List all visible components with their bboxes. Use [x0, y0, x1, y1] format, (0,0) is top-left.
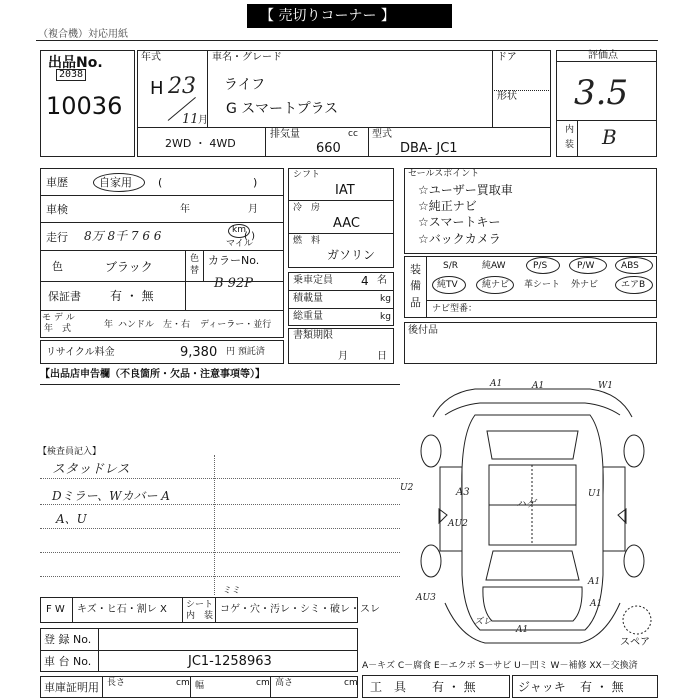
score-value: 3.5 — [574, 73, 629, 113]
name-label: 車名・グレード — [212, 52, 282, 63]
inspection-month: 月 — [338, 351, 348, 362]
page-title: 【 売切りコーナー 】 — [260, 8, 395, 24]
cert-height: 高さ — [275, 678, 294, 688]
diagram-center-note: ハゲ — [516, 499, 536, 510]
displacement-label: 排気量 — [270, 129, 300, 140]
dealer-type: ディーラー・並行 — [200, 320, 272, 330]
equip-abs: ABS — [621, 261, 639, 271]
inspector-label: 【検査員記入】 — [38, 447, 102, 457]
year-era: H — [150, 78, 164, 99]
navi-model-label: ナビ型番： — [432, 304, 478, 314]
mileage-label: 走行 — [46, 231, 68, 244]
seat-label-1: シート — [186, 600, 214, 610]
seat-note: ミミ — [222, 586, 241, 596]
seats-label: 乗車定員 — [293, 275, 333, 286]
fw-text: キズ・ヒ石・割レ X — [77, 604, 167, 615]
equip-label-1: 装 — [410, 263, 421, 276]
inspector-note: A、U — [56, 512, 87, 526]
top-rule — [36, 40, 658, 41]
sales-item: ☆スマートキー — [418, 215, 501, 229]
car-grade: G スマートプラス — [226, 101, 339, 117]
fw-label: F W — [46, 604, 65, 615]
sales-item: ☆バックカメラ — [418, 232, 501, 246]
history-paren-open: ( — [158, 176, 163, 189]
interior-score: B — [602, 125, 617, 149]
mileage-paren: ( ) — [244, 231, 255, 242]
equip-pw: P/W — [577, 261, 595, 271]
seats-value: 4 — [361, 274, 369, 288]
history-label: 車歴 — [46, 176, 68, 189]
history-box — [40, 168, 284, 338]
equip-ps: P/S — [533, 261, 548, 271]
month-unit: 月 — [198, 115, 208, 126]
equip-label-2: 備 — [410, 279, 421, 292]
shape-label: 形状 — [497, 91, 517, 102]
diagram-mark: A3 — [456, 487, 470, 498]
inspection-label: 書類期限 — [293, 330, 333, 341]
diagram-mark: U2 — [400, 483, 414, 493]
recycle-amount: 9,380 — [180, 345, 218, 360]
diagram-mark: AU2 — [448, 519, 468, 529]
history-value: 自家用 — [99, 176, 132, 189]
recycle-unit: 円 預託済 — [226, 347, 265, 357]
diagram-mark: A1 — [490, 379, 503, 389]
cert-length: 長さ — [107, 678, 126, 688]
warranty-value: 有 ・ 無 — [110, 289, 154, 303]
equip-airbag: エアB — [621, 280, 646, 290]
spare-label: スペア — [620, 637, 650, 648]
recycle-label: リサイクル料金 — [46, 347, 115, 358]
shift-label: シフト — [293, 170, 321, 180]
shift-value: IAT — [335, 183, 355, 198]
inspector-note: Dミラー、Wカバー A — [52, 489, 170, 503]
cert-unit: cm — [344, 678, 358, 688]
fuel-label: 燃 料 — [293, 236, 321, 246]
diagram-mark: ズレ — [474, 617, 493, 627]
sales-item: ☆純正ナビ — [418, 199, 477, 213]
car-damage-diagram — [405, 375, 660, 655]
chassis-number: JC1-1258963 — [188, 654, 272, 669]
jack-value: 有 ・ 無 — [580, 680, 624, 694]
door-label: ドア — [497, 52, 517, 63]
damage-legend: A－キズ C－腐食 E－エクボ S－サビ U－凹ミ W－補修 XX－交換済 — [362, 661, 638, 671]
weight-unit: kg — [380, 312, 391, 322]
color-no-label: カラーNo. — [208, 254, 260, 267]
load-unit: kg — [380, 294, 391, 304]
diagram-mark: A1 — [532, 381, 545, 391]
model-year-label-2: 年 式 — [44, 324, 72, 334]
unit-km: km — [232, 225, 246, 235]
diagram-mark: AU3 — [416, 593, 436, 603]
color-change-2: 替 — [190, 266, 200, 276]
cert-label: 車庫証明用 — [44, 681, 99, 694]
sales-item: ☆ユーザー買取車 — [418, 183, 513, 197]
history-paren-close: ) — [253, 176, 258, 189]
diagram-mark: W1 — [598, 381, 613, 391]
year-label: 年式 — [141, 52, 161, 63]
displacement-unit: cc — [348, 129, 358, 139]
seat-text: コゲ・穴・汚レ・シミ・破レ・スレ — [220, 604, 380, 615]
after-fit-label: 後付品 — [408, 325, 438, 336]
cert-unit: cm — [256, 678, 270, 688]
shaken-year-unit: 年 — [180, 204, 190, 215]
lot-small-number: 2038 — [56, 69, 86, 81]
lot-label: 出品No. — [48, 55, 103, 71]
equip-label-3: 品 — [410, 296, 421, 309]
diagram-mark: A1 — [590, 599, 603, 609]
after-fit-box — [404, 322, 657, 364]
cert-width: 幅 — [195, 681, 205, 691]
diagram-mark: U1 — [588, 489, 602, 499]
unit-mile: マイル — [226, 239, 253, 249]
tools-value: 有 ・ 無 — [432, 680, 476, 694]
score-label: 評価点 — [588, 50, 618, 61]
seats-unit: 名 — [377, 275, 387, 286]
top-note: （複合機）対応用紙 — [38, 29, 128, 40]
drive-type: 2WD ・ 4WD — [165, 137, 236, 150]
equip-ext-navi: 外ナビ — [571, 280, 599, 290]
diagram-mark: A1 — [516, 625, 529, 635]
inspection-day: 日 — [377, 351, 387, 362]
model-value: DBA- JC1 — [400, 141, 458, 156]
shaken-label: 車検 — [46, 203, 68, 216]
jack-label: ジャッキ — [518, 680, 566, 694]
year-value: 23 — [168, 74, 196, 99]
ac-label: 冷 房 — [293, 203, 321, 213]
shaken-month-unit: 月 — [248, 204, 258, 215]
equip-aw: 純AW — [482, 261, 506, 271]
chassis-label: 車 台 No. — [44, 655, 92, 668]
car-name: ライフ — [224, 77, 266, 93]
equip-tv: 純TV — [437, 280, 458, 290]
color-change-1: 色 — [190, 254, 200, 264]
load-label: 積載量 — [293, 293, 323, 304]
ac-value: AAC — [333, 216, 360, 231]
color-label: 色 — [52, 260, 63, 273]
equip-leather: 革シート — [524, 280, 561, 290]
handle-side: ハンドル 左・右 — [118, 320, 191, 330]
weight-label: 総重量 — [293, 311, 323, 322]
model-label: 型式 — [372, 129, 392, 140]
diagram-mark: A1 — [588, 577, 601, 587]
lot-number: 10036 — [46, 92, 123, 120]
interior-label-1: 内 — [565, 125, 575, 135]
seller-notes-label: 【出品店申告欄（不良箇所・欠品・注意事項等）】 — [40, 369, 265, 380]
model-year-unit: 年 — [104, 320, 114, 330]
seat-label-2: 内 装 — [186, 611, 214, 621]
tools-label: 工 具 — [370, 680, 407, 694]
interior-label-2: 装 — [565, 140, 575, 150]
color-no-value: B 92P — [214, 276, 253, 291]
model-year-label-1: モ デ ル — [42, 313, 75, 323]
warranty-label: 保証書 — [48, 290, 81, 303]
sales-label: セールスポイント — [408, 169, 480, 179]
month-value: 11 — [182, 112, 199, 127]
equip-navi: 純ナビ — [482, 280, 510, 290]
inspector-note: スタッドレス — [52, 462, 130, 477]
mileage-value: 8万 8千 7 6 6 — [84, 229, 162, 243]
equip-sr: S/R — [443, 261, 458, 271]
fuel-value: ガソリン — [327, 248, 376, 262]
cert-unit: cm — [176, 678, 190, 688]
color-value: ブラック — [105, 260, 153, 274]
displacement-value: 660 — [316, 141, 341, 156]
registration-label: 登 録 No. — [44, 633, 92, 646]
